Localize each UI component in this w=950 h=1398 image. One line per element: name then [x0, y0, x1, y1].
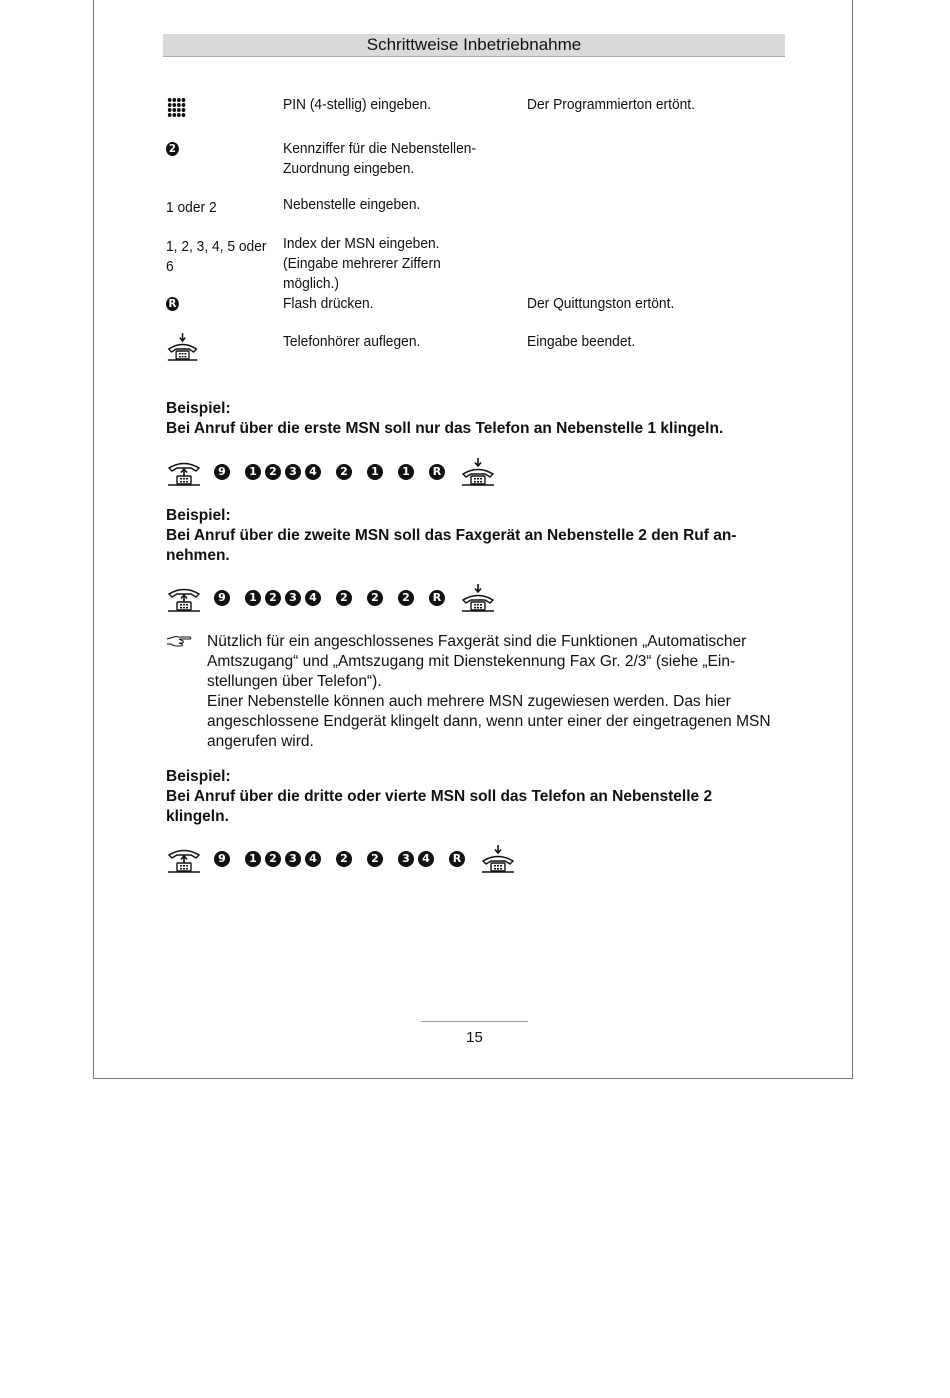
digit-1-icon: 1	[245, 464, 261, 480]
step-input: 1 oder 2	[166, 199, 217, 216]
r-key-icon: R	[449, 851, 465, 867]
step-action: Nebenstelle eingeben.	[283, 196, 421, 213]
digit-3-icon: 3	[398, 851, 414, 867]
digit-4-icon: 4	[305, 590, 321, 606]
handset-down-icon	[460, 457, 496, 487]
step-action: Flash drücken.	[283, 295, 374, 312]
example-label: Beispiel:	[166, 507, 231, 524]
step-icon-cell	[166, 294, 267, 314]
example-text: Bei Anruf über die dritte oder vierte MSN soll das Telefon an Nebenstelle 2 klingeln.	[166, 788, 713, 825]
digit-4-icon: 4	[305, 851, 321, 867]
digit-9-icon: 9	[214, 590, 230, 606]
r-key-icon: R	[166, 297, 179, 311]
step-result: Der Quittungston ertönt.	[527, 295, 675, 312]
page-number: 15	[466, 1029, 483, 1046]
digit-2-icon: 2	[265, 851, 281, 867]
digit-2-icon: 2	[336, 590, 352, 606]
pointing-hand-icon	[166, 633, 192, 649]
digit-4-icon: 4	[305, 464, 321, 480]
keypad-icon	[166, 95, 188, 119]
handset-down-icon	[480, 844, 516, 874]
note-text	[207, 632, 787, 752]
handset-up-icon	[166, 844, 202, 874]
r-key-icon: R	[429, 590, 445, 606]
page-header: Schrittweise Inbetriebnahme	[163, 34, 785, 57]
digit-9-icon: 9	[214, 464, 230, 480]
example-text: Bei Anruf über die zweite MSN soll das Faxgerät an Nebenstelle 2 den Ruf an-nehmen.	[166, 527, 737, 564]
digit-3-icon: 3	[285, 590, 301, 606]
digit-1-icon: 1	[245, 590, 261, 606]
digit-2-icon: 2	[265, 590, 281, 606]
digit-2-icon: 2	[265, 464, 281, 480]
step-result: Der Programmierton ertönt.	[527, 96, 695, 113]
digit-3-icon: 3	[285, 464, 301, 480]
r-key-icon: R	[429, 464, 445, 480]
digit-2-icon: 2	[367, 590, 383, 606]
step-action: Kennziffer für die Nebenstellen-Zuordnung eingeben.	[283, 140, 477, 177]
digit-2-icon: 2	[166, 142, 179, 156]
example-text: Bei Anruf über die erste MSN soll nur das Telefon an Nebenstelle 1 klingeln.	[166, 420, 724, 437]
key-sequence	[166, 457, 496, 487]
step-icon-cell	[166, 139, 267, 159]
step-icon-cell	[166, 95, 267, 125]
digit-2-icon: 2	[398, 590, 414, 606]
handset-up-icon	[166, 457, 202, 487]
digit-4-icon: 4	[418, 851, 434, 867]
digit-3-icon: 3	[285, 851, 301, 867]
example-label: Beispiel:	[166, 400, 231, 417]
key-sequence	[166, 583, 496, 613]
step-result: Eingabe beendet.	[527, 333, 636, 350]
digit-9-icon: 9	[214, 851, 230, 867]
step-icon-cell	[166, 332, 267, 368]
handset-up-icon	[166, 583, 202, 613]
key-sequence	[166, 844, 516, 874]
step-action: Telefonhörer auflegen.	[283, 333, 421, 350]
digit-1-icon: 1	[398, 464, 414, 480]
step-input: 1, 2, 3, 4, 5 oder 6	[166, 238, 267, 275]
step-action: PIN (4-stellig) eingeben.	[283, 96, 432, 113]
example-label: Beispiel:	[166, 768, 231, 785]
digit-1-icon: 1	[245, 851, 261, 867]
footer-divider	[421, 1021, 528, 1022]
note-paragraph: Nützlich für ein angeschlossenes Faxgerät sind die Funktionen „Automatischer Amtszugang“ und „Amtszugang mit Dienstekennung Fax Gr. 2/3“ (siehe „Ein-stellungen über Telefon“).	[207, 633, 747, 690]
digit-2-icon: 2	[367, 851, 383, 867]
handset-down-icon	[460, 583, 496, 613]
handset-down-icon	[166, 332, 199, 362]
step-action: Index der MSN eingeben. (Eingabe mehrerer Ziffern möglich.)	[283, 235, 441, 292]
note-paragraph: Einer Nebenstelle können auch mehrere MSN zugewiesen werden. Das hier angeschlossene Endgerät klingelt dann, wenn unter einer der eingetragenen MSN angerufen wird.	[207, 693, 771, 750]
digit-2-icon: 2	[336, 851, 352, 867]
digit-1-icon: 1	[367, 464, 383, 480]
digit-2-icon: 2	[336, 464, 352, 480]
